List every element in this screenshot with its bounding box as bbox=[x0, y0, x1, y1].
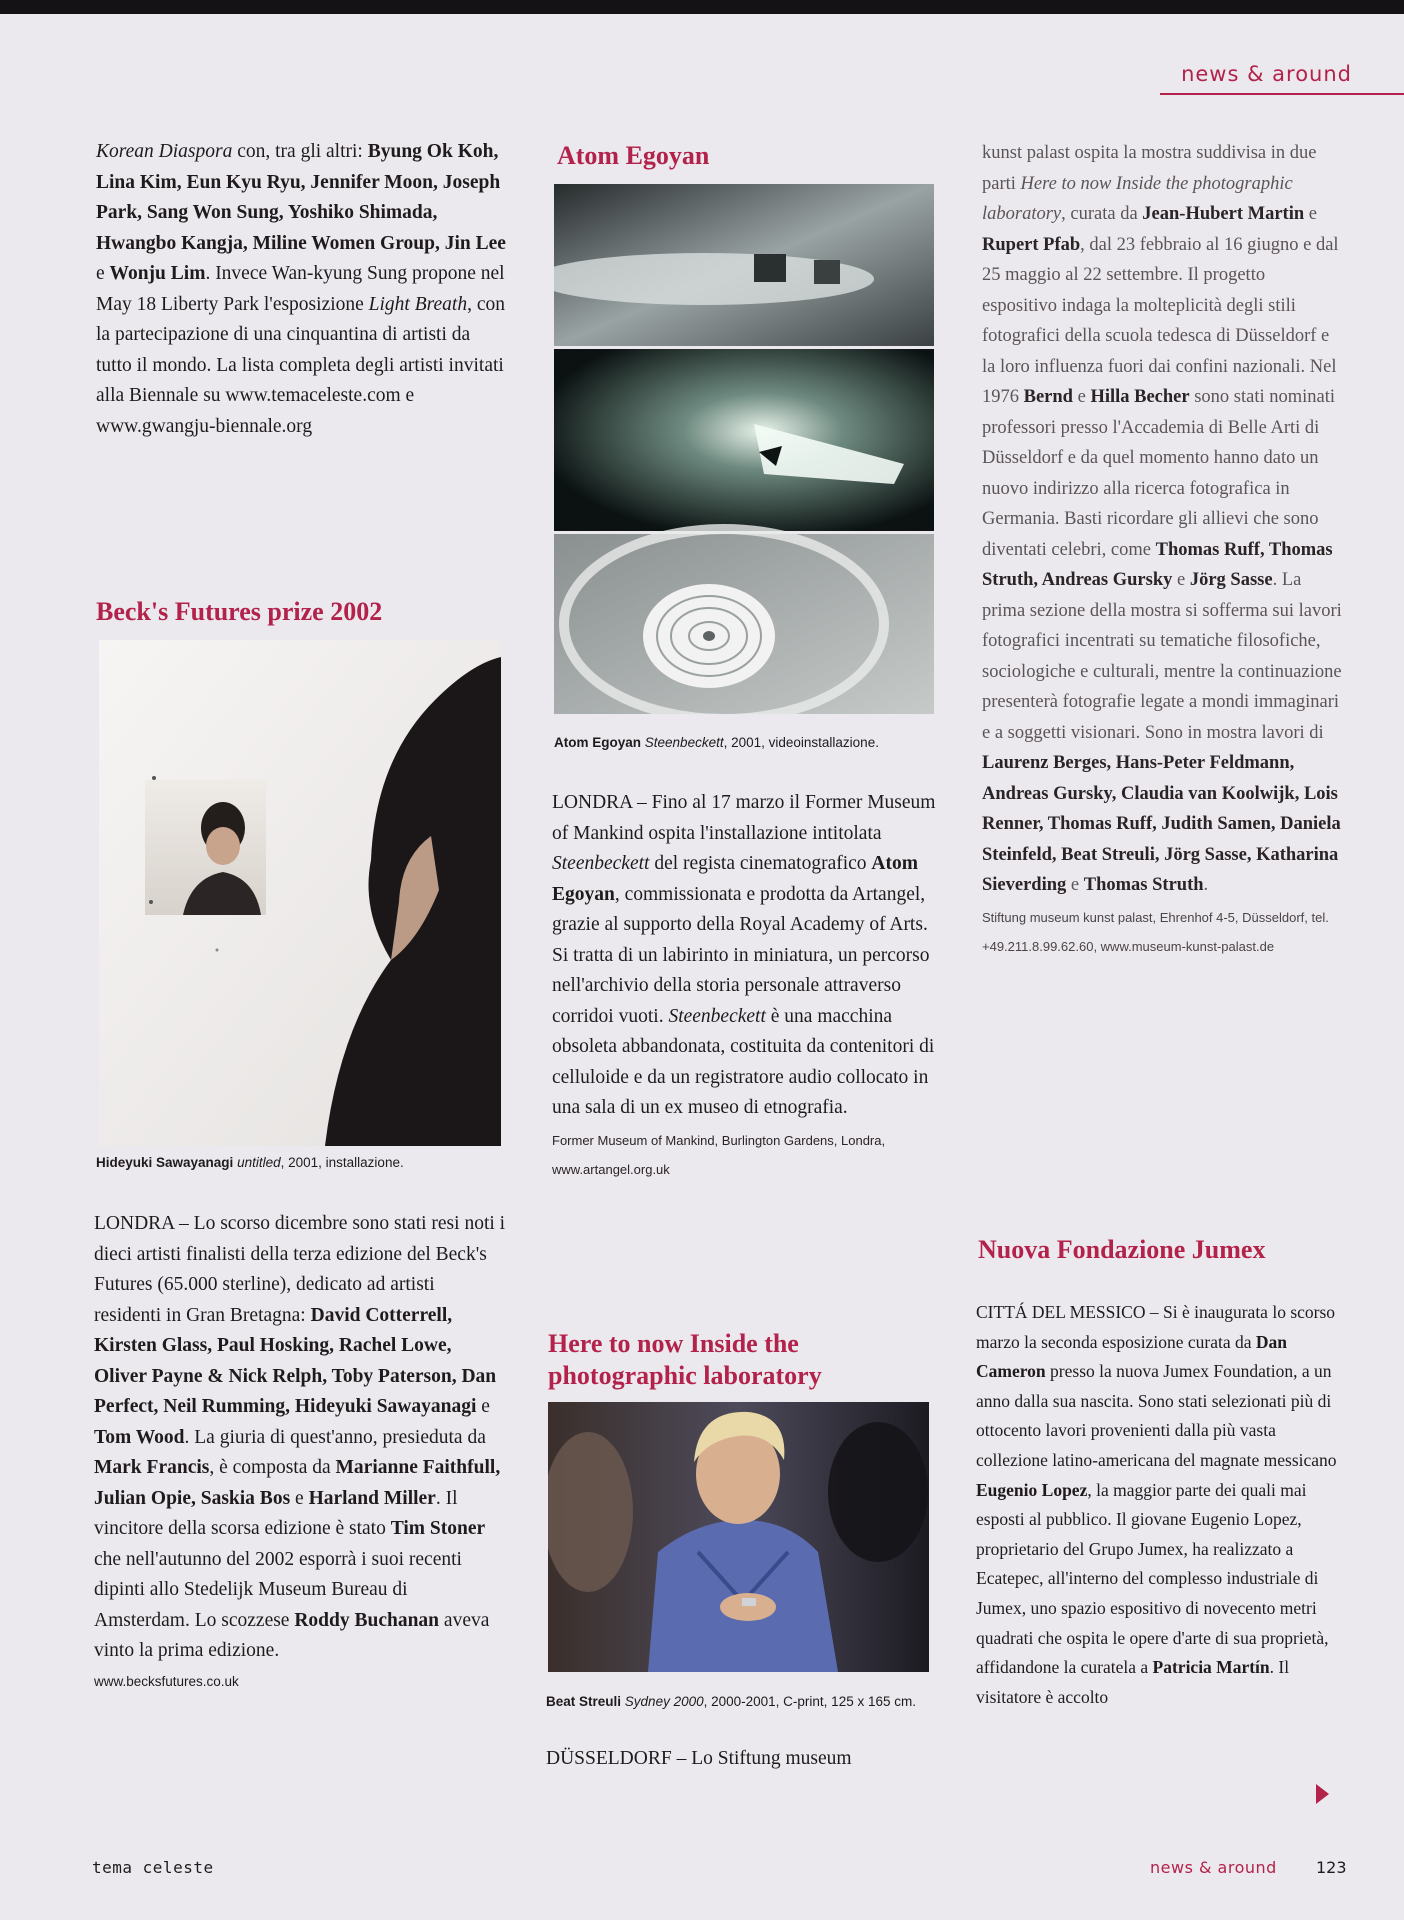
bold-run: Beat Streuli bbox=[546, 1694, 622, 1709]
italic-run: Steenbeckett bbox=[668, 1005, 766, 1027]
bold-run: Patricia Martín bbox=[1152, 1657, 1270, 1678]
sawayanagi-caption: Hideyuki Sawayanagi untitled, 2001, installazione. bbox=[96, 1155, 404, 1170]
italic-run: Korean Diaspora bbox=[96, 141, 233, 162]
sawayanagi-caption-block bbox=[96, 1154, 508, 1172]
streuli-photo bbox=[548, 1402, 929, 1672]
bold-run: Tim Stoner bbox=[390, 1518, 486, 1539]
bold-run: Eugenio Lopez bbox=[976, 1479, 1088, 1500]
becks-body-paragraph: LONDRA – Lo scorso dicembre sono stati resi noti i dieci artisti finalisti della terza edizione del Beck's Futures (65.000 sterline), dedicato ad artisti residenti in Gran Bretagna: David Cotterrell, Kirsten Glass, Paul Hosking, Rachel Lowe, Oliver Payne & Nick Relph, Toby Paterson, Dan Perfect, Neil Rumming, Hideyuki Sawayanagi e Tom Wood. La giuria di quest'anno, presieduta da Mark Francis, è composta da Marianne Faithfull, Julian Opie, Saskia Bos e Harland Miller. Il vincitore della scorsa edizione è stato Tim Stoner che nell'autunno del 2002 esporrà i suoi recenti dipinti allo Stedelijk Museum Bureau di Amsterdam. Lo scozzese Roddy Buchanan aveva vinto la prima edizione. bbox=[94, 1213, 506, 1661]
here-to-now-heading-line2: photographic laboratory bbox=[548, 1361, 822, 1390]
bold-run: Mark Francis bbox=[94, 1457, 210, 1478]
atom-heading-block bbox=[557, 140, 943, 172]
italic-run: untitled bbox=[237, 1155, 281, 1170]
here-body-paragraph: kunst palast ospita la mostra suddivisa in due parti Here to now Inside the photographic laboratory, curata da Jean-Hubert Martin e Rupert Pfab, dal 23 febbraio al 16 giugno e dal 25 maggio al 22 settembre. Il progetto espositivo indaga la molteplicità degli stili fotografici della scuola tedesca di Düsseldorf e la loro influenza fuori dai confini nazionali. Nel 1976 Bernd e Hilla Becher sono stati nominati professori presso l'Accademia di Belle Arti di Düsseldorf e da quel momento hanno dato un nuovo indirizzo alla ricerca fotografica in Germania. Basti ricordare gli allievi che sono diventati celebri, come Thomas Ruff, Thomas Struth, Andreas Gursky e Jörg Sasse. La prima sezione della mostra si sofferma sui lavori fotografici incentrati su tematiche filosofiche, sociologiche e culturali, mentre la continuazione presenterà fotografie legate a mondi immaginari e a soggetti visionari. Sono in mostra lavori di Laurenz Berges, Hans-Peter Feldmann, Andreas Gursky, Claudia van Koolwijk, Lois Renner, Thomas Ruff, Judith Samen, Daniela Steinfeld, Beat Streuli, Jörg Sasse, Katharina Sieverding e Thomas Struth. bbox=[982, 143, 1342, 895]
bold-run: Hilla Becher bbox=[1090, 387, 1190, 407]
bold-run: Thomas Struth bbox=[1083, 875, 1204, 895]
here-to-now-heading-line1: Here to now Inside the bbox=[548, 1329, 799, 1358]
becks-futures-heading: Beck's Futures prize 2002 bbox=[96, 597, 383, 626]
bold-run: Hideyuki Sawayanagi bbox=[96, 1155, 234, 1170]
bold-run: Tom Wood bbox=[94, 1426, 185, 1448]
bold-run: Rupert Pfab bbox=[982, 234, 1081, 255]
bold-run: Wonju Lim bbox=[109, 263, 206, 284]
italic-run: Steenbeckett bbox=[552, 853, 650, 874]
atom-egoyan-caption: Atom Egoyan Steenbeckett, 2001, videoinstallazione. bbox=[554, 735, 879, 750]
jumex-body-paragraph: CITTÁ DEL MESSICO – Si è inaugurata lo scorso marzo la seconda esposizione curata da Dan Cameron presso la nuova Jumex Foundation, a un anno dalla sua nascita. Sono stati selezionati più di ottocento lavori provenienti dalla più vasta collezione latino-americana del magnate messicano Eugenio Lopez, la maggior parte dei quali mai esposti al pubblico. Il giovane Eugenio Lopez, proprietario del Grupo Jumex, ha realizzato a Ecatepec, all'interno del complesso industriale di Jumex, uno spazio espositivo di novecento metri quadrati che ospita le opere d'arte di sua proprietà, affidandone la curatela a Patricia Martín. Il visitatore è accolto bbox=[976, 1302, 1337, 1707]
korean-diaspora-paragraph: Korean Diaspora con, tra gli altri: Byung Ok Koh, Lina Kim, Eun Kyu Ryu, Jennifer Moon, Joseph Park, Sang Won Sung, Yoshiko Shimada, Hwangbo Kangja, Miline Women Group, Jin Lee e Wonju Lim. Invece Wan-kyung Sung propone nel May 18 Liberty Park l'esposizione Light Breath, con la partecipazione di una cinquantina di artisti da tutto il mondo. La lista completa degli artisti invitati alla Biennale su www.temaceleste.com e www.gwangju-biennale.org bbox=[96, 141, 506, 437]
jumex-heading: Nuova Fondazione Jumex bbox=[978, 1235, 1266, 1264]
korean-diaspora-text bbox=[96, 137, 508, 442]
bold-run: Harland Miller bbox=[308, 1487, 436, 1509]
here-caption-block bbox=[546, 1693, 932, 1711]
atom-venue-info: Former Museum of Mankind, Burlington Gardens, Londra, www.artangel.org.uk bbox=[552, 1132, 886, 1177]
atom-body-block bbox=[552, 788, 938, 1184]
bold-run: Bernd bbox=[1023, 387, 1073, 407]
becks-heading-block bbox=[96, 596, 508, 628]
bold-run: Laurenz Berges, Hans-Peter Feldmann, Andreas Gursky, Claudia van Koolwijk, Lois Renner, Thomas Ruff, Judith Samen, Daniela Steinfeld, Beat Streuli, Jörg Sasse, Katharina Sieverding bbox=[982, 753, 1341, 895]
top-edge-bar bbox=[0, 0, 1404, 14]
steenbeckett-photo bbox=[554, 184, 934, 714]
bold-run: Dan Cameron bbox=[976, 1331, 1287, 1382]
bold-run: Roddy Buchanan bbox=[294, 1609, 440, 1631]
italic-run: Light Breath bbox=[368, 293, 468, 315]
here-body-start-block bbox=[546, 1744, 932, 1775]
bold-run: Jean-Hubert Martin bbox=[1142, 204, 1305, 224]
footer-magazine-name: tema celeste bbox=[92, 1858, 214, 1877]
here-body-block bbox=[982, 138, 1344, 961]
here-heading-block bbox=[548, 1328, 934, 1392]
continue-arrow-icon bbox=[1316, 1784, 1329, 1804]
bold-run: Marianne Faithfull, Julian Opie, Saskia Bos bbox=[94, 1457, 501, 1509]
bold-run: Atom Egoyan bbox=[554, 735, 642, 750]
sawayanagi-photo bbox=[99, 640, 501, 1146]
atom-caption-block bbox=[554, 734, 940, 752]
bold-run: Atom Egoyan bbox=[552, 853, 918, 905]
becks-url[interactable]: www.becksfutures.co.uk bbox=[94, 1673, 239, 1689]
atom-body-paragraph: LONDRA – Fino al 17 marzo il Former Museum of Mankind ospita l'installazione intitolata Steenbeckett del regista cinematografico Atom Egoyan, commissionata e prodotta da Artangel, grazie al supporto della Royal Academy of Arts. Si tratta di un labirinto in miniatura, un percorso nell'archivio della storia personale attraverso corridoi vuoti. Steenbeckett è una macchina obsoleta abbandonata, costituita da contenitori di celluloide e da un registratore audio collocato in una sala di un ex museo di etnografia. bbox=[552, 792, 936, 1118]
bold-run: Jörg Sasse bbox=[1189, 570, 1273, 590]
bold-run: Byung Ok Koh, Lina Kim, Eun Kyu Ryu, Jennifer Moon, Joseph Park, Sang Won Sung, Yoshiko Shimada, Hwangbo Kangja, Miline Women Group, Jin Lee bbox=[96, 141, 506, 254]
jumex-body-block bbox=[976, 1298, 1340, 1712]
museum-kunst-palast-info: Stiftung museum kunst palast, Ehrenhof 4-5, Düsseldorf, tel. +49.211.8.99.62.60, www.museum-kunst-palast.de bbox=[982, 909, 1329, 954]
jumex-heading-block bbox=[978, 1234, 1346, 1266]
atom-egoyan-heading: Atom Egoyan bbox=[557, 141, 710, 170]
footer-section-label: news & around bbox=[1150, 1858, 1277, 1877]
becks-body-block bbox=[94, 1209, 506, 1691]
bold-run: David Cotterrell, Kirsten Glass, Paul Hosking, Rachel Lowe, Oliver Payne & Nick Relph, Toby Paterson, Dan Perfect, Neil Rumming, Hideyuki Sawayanagi bbox=[94, 1304, 497, 1417]
italic-run: Sydney 2000 bbox=[624, 1694, 704, 1709]
italic-run: Steenbeckett bbox=[644, 735, 724, 750]
bold-run: Thomas Ruff, Thomas Struth, Andreas Gursky bbox=[982, 539, 1333, 590]
italic-run: Here to now Inside the photographic laboratory bbox=[982, 173, 1293, 224]
streuli-caption: Beat Streuli Sydney 2000, 2000-2001, C-print, 125 x 165 cm. bbox=[546, 1694, 916, 1709]
section-header-label: news & around bbox=[1181, 62, 1352, 86]
page-number: 123 bbox=[1316, 1858, 1347, 1877]
here-body-start: DÜSSELDORF – Lo Stiftung museum bbox=[546, 1748, 852, 1769]
section-header-rule bbox=[1160, 93, 1404, 95]
